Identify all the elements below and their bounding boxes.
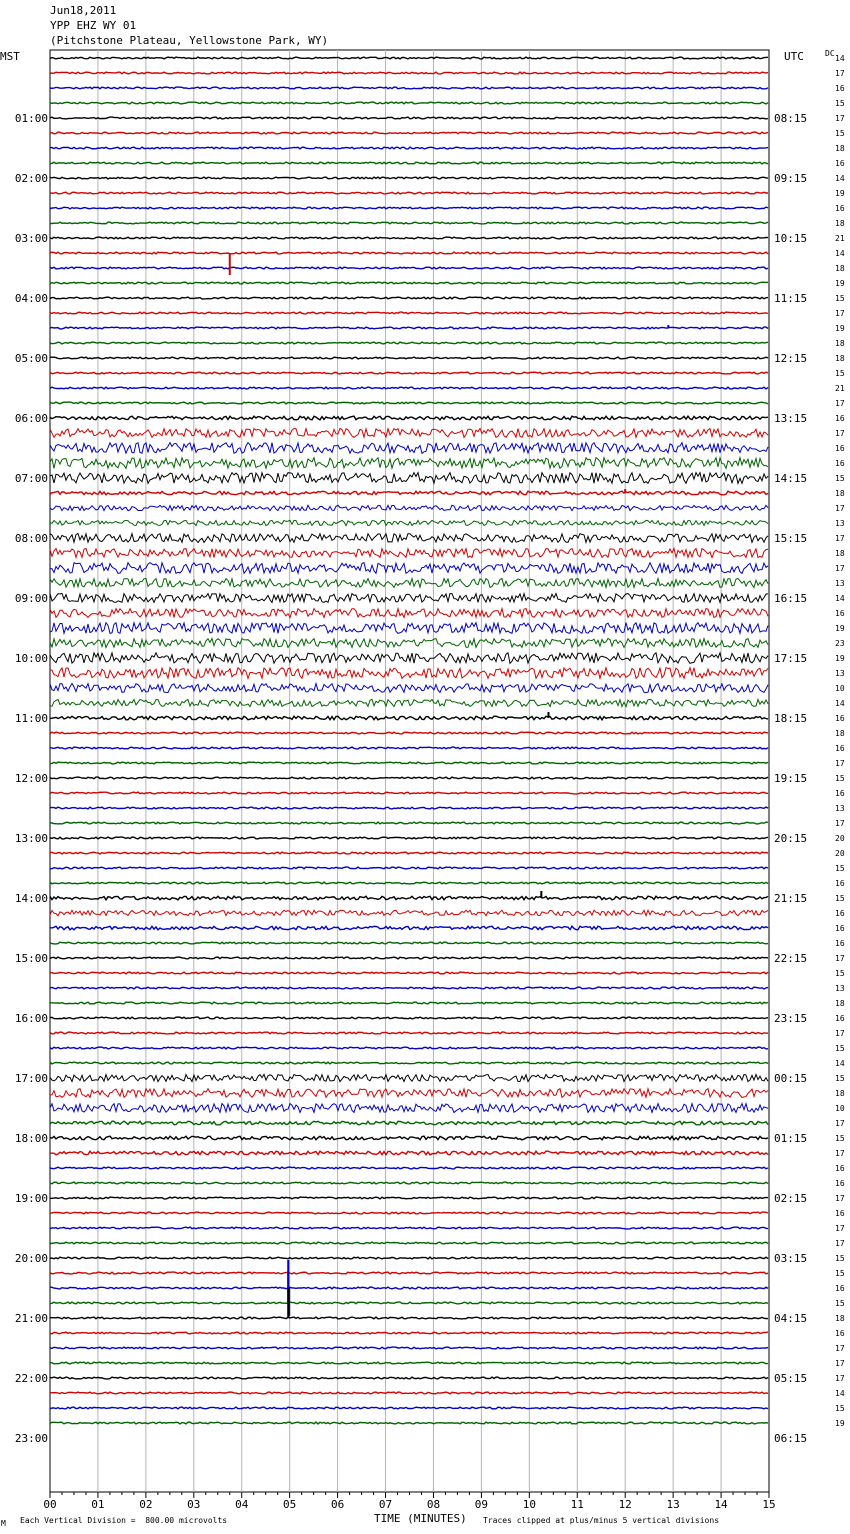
x-tick-label: 11 (570, 1498, 584, 1511)
trace-row (50, 1151, 768, 1155)
x-tick-label: 00 (43, 1498, 57, 1511)
trace-row (50, 147, 768, 149)
trace-row (50, 957, 768, 959)
dc-offset-value: 16 (835, 939, 845, 948)
trace-row (50, 867, 768, 869)
hour-label-left: 02:00 (14, 172, 48, 185)
trace-row (50, 1089, 768, 1098)
trace-row (50, 747, 768, 749)
dc-offset-value: 17 (835, 534, 845, 543)
dc-offset-value: 17 (835, 504, 845, 513)
trace-row (50, 1272, 768, 1274)
dc-offset-value: 14 (835, 699, 845, 708)
trace-row (50, 942, 768, 944)
trace-row (50, 473, 768, 484)
x-tick-label: 10 (522, 1498, 536, 1511)
hour-label-left: 09:00 (14, 592, 48, 605)
hour-label-right: 00:15 (774, 1072, 808, 1085)
trace-row (50, 402, 768, 404)
dc-offset-value: 18 (835, 999, 845, 1008)
dc-offset-value: 18 (835, 1314, 845, 1323)
trace-row (50, 807, 768, 809)
hour-label-left: 06:00 (14, 412, 48, 425)
trace-row (50, 1121, 768, 1125)
dc-offset-value: 16 (835, 1014, 845, 1023)
hour-label-right: 13:15 (774, 412, 808, 425)
dc-offset-value: 17 (835, 1194, 845, 1203)
hour-label-right: 11:15 (774, 292, 808, 305)
dc-offset-value: 18 (835, 489, 845, 498)
trace-row (50, 520, 768, 525)
dc-offset-value: 17 (835, 564, 845, 573)
trace-row (50, 1062, 768, 1064)
dc-offset-value: 15 (835, 864, 845, 873)
dc-offset-value: 15 (835, 1074, 845, 1083)
dc-offset-value: 17 (835, 954, 845, 963)
dc-offset-value: 16 (835, 1179, 845, 1188)
hour-label-right: 14:15 (774, 472, 808, 485)
trace-row (50, 1392, 768, 1394)
trace-row (50, 1104, 768, 1113)
dc-offset-value: 17 (835, 1029, 845, 1038)
trace-row (50, 491, 768, 495)
trace-row (50, 1317, 768, 1319)
hour-label-right: 18:15 (774, 712, 808, 725)
dc-offset-value: 17 (835, 1239, 845, 1248)
x-tick-label: 15 (762, 1498, 776, 1511)
hour-label-left: 10:00 (14, 652, 48, 665)
dc-offset-value: 10 (835, 684, 845, 693)
dc-offset-value: 14 (835, 1389, 845, 1398)
dc-offset-value: 16 (835, 159, 845, 168)
trace-row (50, 372, 768, 374)
dc-offset-value: 17 (835, 429, 845, 438)
dc-offset-value: 19 (835, 189, 845, 198)
right-timezone-label: UTC (784, 50, 804, 63)
hour-label-left: 18:00 (14, 1132, 48, 1145)
dc-offset-value: 15 (835, 1134, 845, 1143)
dc-offset-value: 16 (835, 1284, 845, 1293)
dc-offset-value: 13 (835, 804, 845, 813)
dc-offset-value: 17 (835, 1224, 845, 1233)
trace-row (50, 387, 768, 389)
trace-row (50, 162, 768, 164)
dc-offset-value: 15 (835, 474, 845, 483)
dc-offset-value: 15 (835, 1299, 845, 1308)
x-tick-label: 05 (283, 1498, 297, 1511)
trace-row (50, 222, 768, 224)
dc-offset-value: 10 (835, 1104, 845, 1113)
trace-row (50, 926, 768, 930)
x-tick-label: 02 (139, 1498, 153, 1511)
trace-row (50, 653, 768, 664)
dc-offset-value: 17 (835, 114, 845, 123)
trace-row (50, 312, 768, 314)
dc-offset-value: 18 (835, 339, 845, 348)
dc-offset-value: 19 (835, 324, 845, 333)
trace-row (50, 1227, 768, 1229)
dc-offset-value: 15 (835, 1404, 845, 1413)
dc-offset-value: 17 (835, 399, 845, 408)
dc-offset-value: 13 (835, 579, 845, 588)
hour-label-right: 22:15 (774, 952, 808, 965)
trace-row (50, 297, 768, 299)
trace-row (50, 1407, 768, 1409)
trace-row (50, 237, 768, 239)
hour-label-right: 05:15 (774, 1372, 808, 1385)
trace-row (50, 822, 768, 824)
dc-offset-value: 23 (835, 639, 845, 648)
trace-row (50, 579, 768, 588)
hour-label-left: 11:00 (14, 712, 48, 725)
hour-label-right: 06:15 (774, 1432, 808, 1445)
hour-label-left: 04:00 (14, 292, 48, 305)
trace-row (50, 1032, 768, 1034)
dc-offset-value: 16 (835, 609, 845, 618)
dc-offset-value: 17 (835, 759, 845, 768)
dc-offset-value: 20 (835, 834, 845, 843)
dc-offset-value: 16 (835, 789, 845, 798)
trace-row (50, 252, 768, 254)
dc-offset-value: 21 (835, 384, 845, 393)
dc-offset-value: 17 (835, 1149, 845, 1158)
trace-row (50, 1347, 768, 1349)
left-timezone-label: MST (0, 50, 20, 63)
x-tick-label: 06 (330, 1498, 345, 1511)
dc-offset-value: 18 (835, 1089, 845, 1098)
corner-mark: M (1, 1519, 6, 1528)
record-date: Jun18,2011 (50, 4, 117, 17)
hour-label-right: 17:15 (774, 652, 808, 665)
trace-row (50, 1182, 768, 1184)
trace-row (50, 132, 768, 134)
dc-offset-value: 19 (835, 654, 845, 663)
dc-offset-value: 19 (835, 624, 845, 633)
x-tick-label: 13 (666, 1498, 680, 1511)
dc-offset-value: 16 (835, 1164, 845, 1173)
trace-row (50, 57, 768, 59)
dc-offset-value: 15 (835, 969, 845, 978)
trace-row (50, 792, 768, 794)
dc-offset-value: 17 (835, 1344, 845, 1353)
trace-row (50, 896, 768, 900)
dc-offset-value: 16 (835, 744, 845, 753)
dc-offset-value: 15 (835, 1269, 845, 1278)
trace-row (50, 837, 768, 839)
dc-offset-value: 16 (835, 879, 845, 888)
hour-label-right: 20:15 (774, 832, 808, 845)
dc-offset-value: 13 (835, 669, 845, 678)
hour-label-right: 19:15 (774, 772, 808, 785)
scale-note: Each Vertical Division = 800.00 microvolts (20, 1516, 228, 1525)
dc-offset-value: 15 (835, 99, 845, 108)
hour-label-right: 15:15 (774, 532, 808, 545)
trace-row (50, 594, 768, 603)
hour-label-right: 16:15 (774, 592, 808, 605)
hour-label-right: 03:15 (774, 1252, 808, 1265)
trace-row (50, 505, 768, 510)
x-tick-label: 03 (187, 1498, 201, 1511)
trace-row (50, 732, 768, 734)
dc-offset-value: 16 (835, 714, 845, 723)
trace-row (50, 1422, 768, 1424)
hour-label-left: 23:00 (14, 1432, 48, 1445)
hour-label-left: 17:00 (14, 1072, 48, 1085)
dc-offset-value: 15 (835, 294, 845, 303)
hour-label-left: 15:00 (14, 952, 48, 965)
dc-offset-value: 14 (835, 54, 845, 63)
trace-row (50, 282, 768, 284)
dc-offset-value: 19 (835, 1419, 845, 1428)
trace-row (50, 1377, 768, 1379)
dc-offset-value: 16 (835, 924, 845, 933)
trace-row (50, 416, 768, 420)
hour-label-right: 12:15 (774, 352, 808, 365)
x-tick-label: 12 (618, 1498, 632, 1511)
x-axis-title: TIME (MINUTES) (374, 1512, 467, 1525)
trace-row (50, 1017, 768, 1019)
trace-row (50, 1002, 768, 1004)
trace-row (50, 534, 768, 543)
trace-row (50, 342, 768, 344)
dc-offset-value: 20 (835, 849, 845, 858)
hour-label-left: 01:00 (14, 112, 48, 125)
trace-row (50, 563, 768, 574)
trace-row (50, 443, 768, 454)
dc-offset-value: 15 (835, 774, 845, 783)
trace-row (50, 1197, 768, 1199)
hour-label-right: 09:15 (774, 172, 808, 185)
dc-offset-value: 16 (835, 444, 845, 453)
hour-label-right: 23:15 (774, 1012, 808, 1025)
trace-row (50, 972, 768, 974)
trace-row (50, 267, 768, 269)
trace-row (50, 102, 768, 104)
trace-row (50, 429, 768, 438)
dc-offset-value: 18 (835, 354, 845, 363)
x-tick-label: 08 (426, 1498, 441, 1511)
trace-row (50, 910, 768, 915)
trace-row (50, 207, 768, 209)
dc-offset-value: 19 (835, 279, 845, 288)
dc-offset-value: 18 (835, 729, 845, 738)
dc-offset-value: 16 (835, 909, 845, 918)
station-location: (Pitchstone Plateau, Yellowstone Park, WY) (50, 34, 329, 47)
dc-offset-value: 16 (835, 1209, 845, 1218)
trace-row (50, 1167, 768, 1169)
hour-label-left: 13:00 (14, 832, 48, 845)
trace-row (50, 882, 768, 884)
station-code: YPP EHZ WY 01 (50, 19, 137, 32)
trace-row (50, 177, 768, 179)
trace-row (50, 777, 768, 779)
hour-label-left: 20:00 (14, 1252, 48, 1265)
trace-row (50, 327, 768, 329)
trace-row (50, 668, 768, 679)
trace-row (50, 72, 768, 74)
dc-offset-value: 18 (835, 219, 845, 228)
trace-row (50, 623, 768, 634)
trace-row (50, 716, 768, 720)
dc-offset-value: 15 (835, 894, 845, 903)
trace-row (50, 1302, 768, 1304)
dc-offset-value: 17 (835, 819, 845, 828)
trace-row (50, 762, 768, 764)
dc-offset-value: 16 (835, 414, 845, 423)
trace-row (50, 1287, 768, 1289)
dc-offset-header: DC (825, 49, 835, 58)
trace-row (50, 1332, 768, 1334)
dc-offset-value: 13 (835, 984, 845, 993)
hour-label-right: 08:15 (774, 112, 808, 125)
x-tick-label: 04 (235, 1498, 249, 1511)
dc-offset-value: 17 (835, 1374, 845, 1383)
dc-offset-value: 17 (835, 1359, 845, 1368)
trace-row (50, 87, 768, 89)
trace-row (50, 357, 768, 359)
dc-offset-value: 18 (835, 264, 845, 273)
trace-row (50, 852, 768, 854)
trace-row (50, 987, 768, 989)
trace-row (50, 1362, 768, 1364)
dc-offset-value: 21 (835, 234, 845, 243)
dc-offset-value: 15 (835, 1044, 845, 1053)
dc-offset-value: 14 (835, 174, 845, 183)
hour-label-left: 19:00 (14, 1192, 48, 1205)
hour-label-left: 16:00 (14, 1012, 48, 1025)
dc-offset-value: 17 (835, 309, 845, 318)
dc-offset-value: 15 (835, 129, 845, 138)
trace-row (50, 1074, 768, 1081)
trace-row (50, 1047, 768, 1049)
hour-label-right: 04:15 (774, 1312, 808, 1325)
trace-row (50, 1257, 768, 1259)
dc-offset-value: 14 (835, 1059, 845, 1068)
hour-label-left: 22:00 (14, 1372, 48, 1385)
hour-label-right: 02:15 (774, 1192, 808, 1205)
trace-row (50, 1136, 768, 1140)
trace-row (50, 639, 768, 648)
hour-label-left: 12:00 (14, 772, 48, 785)
dc-offset-value: 17 (835, 69, 845, 78)
x-tick-label: 07 (378, 1498, 393, 1511)
x-tick-label: 01 (91, 1498, 105, 1511)
hour-label-left: 05:00 (14, 352, 48, 365)
dc-offset-value: 18 (835, 144, 845, 153)
dc-offset-value: 17 (835, 1119, 845, 1128)
trace-row (50, 1212, 768, 1214)
dc-offset-value: 13 (835, 519, 845, 528)
trace-row (50, 684, 768, 693)
dc-offset-value: 15 (835, 1254, 845, 1263)
x-tick-label: 09 (474, 1498, 489, 1511)
hour-label-left: 14:00 (14, 892, 48, 905)
dc-offset-value: 14 (835, 249, 845, 258)
hour-label-left: 03:00 (14, 232, 48, 245)
trace-row (50, 117, 768, 119)
trace-row (50, 549, 768, 558)
trace-row (50, 609, 768, 618)
hour-label-left: 07:00 (14, 472, 48, 485)
dc-offset-value: 16 (835, 459, 845, 468)
trace-row (50, 1242, 768, 1244)
dc-offset-value: 14 (835, 594, 845, 603)
dc-offset-value: 18 (835, 549, 845, 558)
hour-label-right: 01:15 (774, 1132, 808, 1145)
dc-offset-value: 16 (835, 84, 845, 93)
trace-row (50, 458, 768, 469)
hour-label-left: 08:00 (14, 532, 48, 545)
x-tick-label: 14 (714, 1498, 728, 1511)
dc-offset-value: 15 (835, 369, 845, 378)
hour-label-right: 21:15 (774, 892, 808, 905)
hour-label-left: 21:00 (14, 1312, 48, 1325)
trace-row (50, 192, 768, 194)
trace-row (50, 699, 768, 706)
dc-offset-value: 16 (835, 204, 845, 213)
hour-label-right: 10:15 (774, 232, 808, 245)
plot-frame (50, 50, 769, 1492)
dc-offset-value: 16 (835, 1329, 845, 1338)
clip-note: Traces clipped at plus/minus 5 vertical divisions (483, 1516, 720, 1525)
